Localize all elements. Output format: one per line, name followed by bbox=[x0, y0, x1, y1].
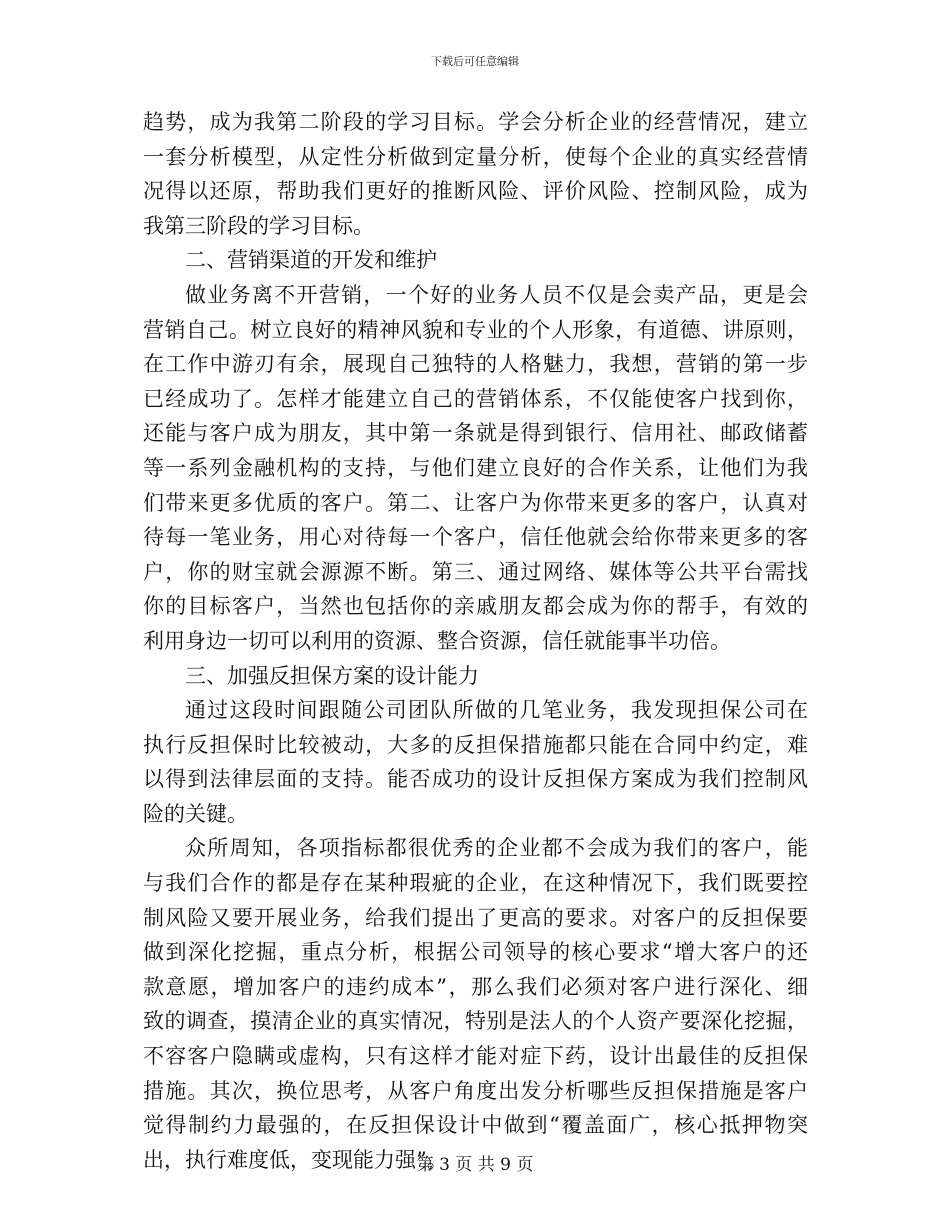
page-number: 第 3 页 共 9 页 bbox=[416, 1155, 534, 1175]
text-line: 还能与客户成为朋友，其中第一条就是得到银行、信用社、邮政储蓄 bbox=[143, 421, 808, 446]
text-line: 以得到法律层面的支持。能否成功的设计反担保方案成为我们控制风 bbox=[143, 767, 808, 792]
text-line: 出，执行难度低，变现能力强”。 bbox=[143, 1147, 448, 1172]
text-line: 措施。其次，换位思考，从客户角度出发分析哪些反担保措施是客户 bbox=[143, 1078, 808, 1103]
text-line: 做业务离不开营销，一个好的业务人员不仅是会卖产品，更是会 bbox=[185, 282, 808, 307]
header-text: 下载后可任意编辑 bbox=[431, 55, 519, 68]
text-line: 一套分析模型，从定性分析做到定量分析，使每个企业的真实经营情 bbox=[143, 144, 808, 169]
text-line: 况得以还原，帮助我们更好的推断风险、评价风险、控制风险，成为 bbox=[143, 179, 808, 204]
text-line: 制风险又要开展业务，给我们提出了更高的要求。对客户的反担保要 bbox=[143, 905, 808, 930]
text-line: 户，你的财宝就会源源不断。第三、通过网络、媒体等公共平台需找 bbox=[143, 559, 808, 584]
text-line: 待每一笔业务，用心对待每一个客户，信任他就会给你带来更多的客 bbox=[143, 525, 808, 550]
text-line: 我第三阶段的学习目标。 bbox=[143, 213, 374, 238]
text-line: 们带来更多优质的客户。第二、让客户为你带来更多的客户，认真对 bbox=[143, 490, 808, 515]
text-line: 等一系列金融机构的支持，与他们建立良好的合作关系，让他们为我 bbox=[143, 455, 808, 480]
text-line: 与我们合作的都是存在某种瑕疵的企业，在这种情况下，我们既要控 bbox=[143, 871, 808, 896]
text-line: 执行反担保时比较被动，大多的反担保措施都只能在合同中约定，难 bbox=[143, 732, 808, 757]
text-line: 趋势，成为我第二阶段的学习目标。学会分析企业的经营情况，建立 bbox=[143, 110, 808, 134]
text-line: 二、营销渠道的开发和维护 bbox=[185, 248, 437, 273]
page-header bbox=[0, 55, 950, 69]
text-line: 通过这段时间跟随公司团队所做的几笔业务，我发现担保公司在 bbox=[185, 698, 808, 723]
page-footer bbox=[0, 1154, 950, 1176]
text-line: 险的关键。 bbox=[143, 801, 248, 826]
text-line: 三、加强反担保方案的设计能力 bbox=[185, 663, 479, 688]
text-line: 在工作中游刃有余，展现自己独特的人格魅力，我想，营销的第一步 bbox=[143, 352, 808, 377]
text-line: 款意愿，增加客户的违约成本”，那么我们必须对客户进行深化、细 bbox=[143, 974, 808, 999]
text-line: 觉得制约力最强的，在反担保设计中做到“覆盖面广，核心抵押物突 bbox=[143, 1113, 808, 1138]
text-line: 致的调查，摸清企业的真实情况，特别是法人的个人资产要深化挖掘， bbox=[143, 1009, 808, 1034]
text-line: 做到深化挖掘，重点分析，根据公司领导的核心要求“增大客户的还 bbox=[143, 940, 808, 965]
document-body bbox=[143, 105, 808, 1177]
text-line: 已经成功了。怎样才能建立自己的营销体系，不仅能使客户找到你， bbox=[143, 386, 808, 411]
text-line: 你的目标客户，当然也包括你的亲戚朋友都会成为你的帮手，有效的 bbox=[143, 594, 808, 619]
text-line: 不容客户隐瞒或虚构，只有这样才能对症下药，设计出最佳的反担保 bbox=[143, 1044, 808, 1069]
text-line: 众所周知，各项指标都很优秀的企业都不会成为我们的客户，能 bbox=[185, 836, 808, 861]
text-line: 营销自己。树立良好的精神风貌和专业的个人形象，有道德、讲原则， bbox=[143, 317, 808, 342]
text-line: 利用身边一切可以利用的资源、整合资源，信任就能事半功倍。 bbox=[143, 628, 731, 653]
